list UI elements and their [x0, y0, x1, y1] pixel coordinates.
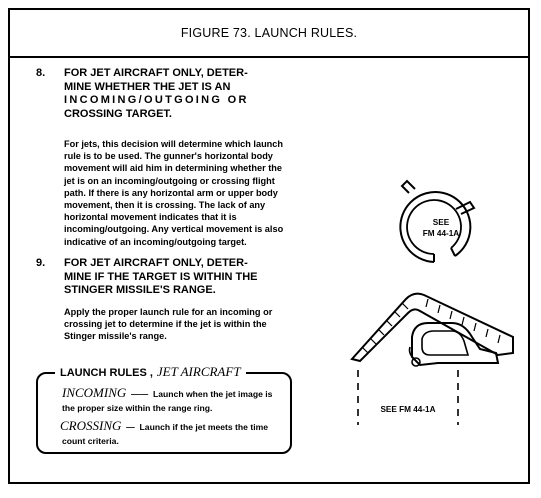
sight-label: SEE FM 44-1A	[380, 405, 436, 414]
figure-title: FIGURE 73. LAUNCH RULES.	[10, 10, 528, 58]
crossing-rule	[60, 420, 268, 434]
incoming-rule	[62, 387, 272, 401]
range-ring-label-line: FM 44-1A	[422, 229, 460, 238]
step-8-heading-line: FOR JET AIRCRAFT ONLY, DETER-	[64, 67, 248, 79]
step-9-heading	[64, 257, 258, 298]
step-9-number: 9.	[36, 257, 46, 269]
launch-rules-subtitle: JET AIRCRAFT	[156, 364, 241, 379]
step-8-heading-line: MINE WHETHER THE JET IS AN	[64, 80, 231, 93]
step-8-heading-line: INCOMING/OUTGOING OR	[64, 94, 249, 106]
step-8-body-line: For jets, this decision will determine which launch	[64, 139, 284, 149]
step-9-body-line: Stinger missile's range.	[64, 331, 167, 342]
step-9-body-line: crossing jet to determine if the jet is within the	[64, 319, 267, 330]
crossing-dash: —	[123, 422, 138, 432]
range-ring-label-line: SEE	[432, 218, 450, 227]
incoming-line-1: Launch when the jet image is	[153, 389, 273, 399]
incoming-term: INCOMING	[62, 385, 127, 400]
step-9-heading-line: FOR JET AIRCRAFT ONLY, DETER-	[64, 257, 248, 269]
launch-rules-title-text: LAUNCH RULES ,	[60, 367, 153, 379]
step-9-heading-line: MINE IF THE TARGET IS WITHIN THE	[64, 270, 258, 283]
step-8-body-line: horizontal movement indicates that it is	[64, 212, 237, 223]
crossing-rule-cont: count criteria.	[62, 436, 119, 446]
step-8-body-line: movement, then it is crossing. The lack of any	[64, 200, 266, 211]
step-8-heading-line: CROSSING TARGET.	[64, 107, 172, 120]
step-8-body-line: movement will aid him in determining whether the	[64, 163, 282, 174]
step-8-body	[64, 138, 283, 248]
step-9-body	[64, 306, 272, 343]
step-8-body-line: incoming/outgoing. Any vertical movement is also	[64, 224, 284, 235]
step-8-body-line: rule is to be used. The gunner's horizontal body	[64, 151, 273, 162]
step-8-body-line: indicative of an incoming/outgoing target.	[64, 236, 247, 247]
step-8-body-line: path. If there is any horizontal arm or upper body	[64, 187, 278, 198]
range-ring-label	[416, 217, 466, 239]
launch-rules-title	[55, 364, 246, 380]
step-8-heading	[64, 67, 249, 121]
incoming-dash: ——	[128, 389, 151, 399]
crossing-term: CROSSING	[60, 418, 122, 433]
step-8-number: 8.	[36, 67, 46, 79]
step-8-body-line: jet is on an incoming/outgoing or crossing flight	[64, 175, 275, 186]
step-9-body-line: Apply the proper launch rule for an incoming or	[64, 307, 273, 317]
incoming-rule-cont: the proper size within the range ring.	[62, 403, 213, 413]
step-9-heading-line: STINGER MISSILE'S RANGE.	[64, 284, 216, 296]
crossing-line-1: Launch if the jet meets the time	[139, 422, 268, 432]
